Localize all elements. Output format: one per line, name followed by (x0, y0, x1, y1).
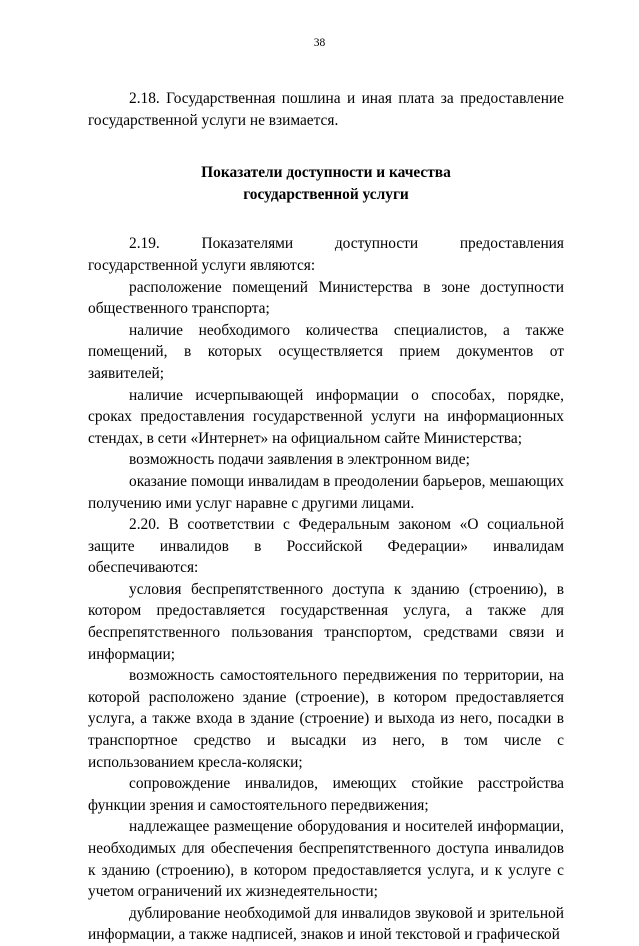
list-item: расположение помещений Министерства в зоне доступности общественного транспорта; (88, 278, 564, 318)
list-item: возможность подачи заявления в электронном виде; (129, 451, 470, 469)
section-heading-line-1: Показатели доступности и качества (201, 164, 451, 182)
section-heading-line-2: государственной услуги (243, 185, 409, 203)
list-item: условия беспрепятственного доступа к зданию (строению), в котором предоставляется государственная услуга, а также для беспрепятственного пользования транспортом, средствами связи и информации; (88, 580, 564, 663)
list-item: возможность самостоятельного передвижения по территории, на которой расположено здание (строение), в котором предоставляется услуга, а также входа в здание (строение) и выхода из него, посадки в транспортное средство и высадки из него, в том числе с использованием кресла-коляски; (88, 667, 564, 771)
list-item: надлежащее размещение оборудования и носителей информации, необходимых для обеспечения беспрепятственного доступа инвалидов к зданию (строению), в котором предоставляется услуга, и к услуге с учетом ограничений их жизнедеятельности; (88, 818, 564, 901)
document-body (88, 88, 564, 946)
list-item: наличие необходимого количества специалистов, а также помещений, в которых осуществляется прием документов от заявителей; (88, 321, 564, 382)
list-item: наличие исчерпывающей информации о способах, порядке, сроках предоставления государственной услуги на информационных стендах, в сети «Интернет» на официальном сайте Министерства; (88, 386, 564, 447)
page-number: 38 (313, 37, 326, 49)
paragraph-2-18: 2.18. Государственная пошлина и иная плата за предоставление государственной услуги не взимается. (88, 90, 564, 129)
list-item: оказание помощи инвалидам в преодолении барьеров, мешающих получению ими услуг наравне с другими лицами. (88, 472, 564, 512)
paragraph-2-20: 2.20. В соответствии с Федеральным законом «О социальной защите инвалидов в Российской Федерации» инвалидам обеспечиваются: (88, 516, 564, 577)
section-heading (88, 162, 564, 205)
list-item: сопровождение инвалидов, имеющих стойкие расстройства функции зрения и самостоятельного передвижения; (88, 775, 564, 814)
paragraph-2-19: 2.19. Показателями доступности предоставления государственной услуги являются: (88, 235, 564, 274)
list-item: дублирование необходимой для инвалидов звуковой и зрительной информации, а также надписей, знаков и иной текстовой и графической (88, 904, 564, 944)
